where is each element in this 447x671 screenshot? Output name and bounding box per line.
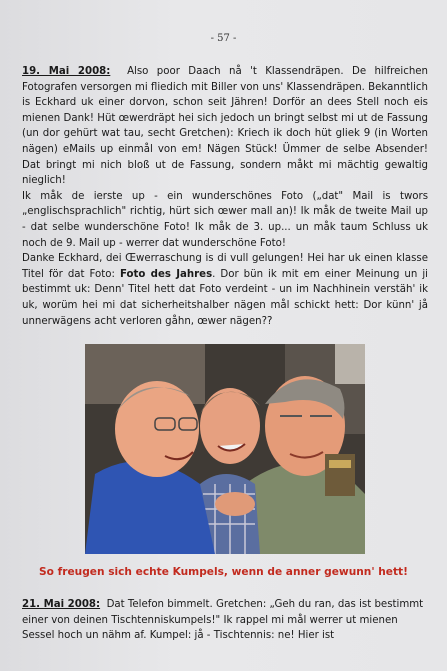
photo-caption: So freugen sich echte Kumpels, wenn de anner gewunn' hett! (39, 566, 408, 578)
entry-paragraph (22, 251, 428, 329)
entry-text: . Dor bün ik mit em einer Meinung un ji bestimmt uk: Denn' Titel hett dat Foto verdeint - un im Nachhinein verstäh' ik uk, worüm hei mi dat sicherheitshalber nägen mål schickt hett: Dor künn' jå unnerwägens acht verloren gåhn, œwer nägen?? (22, 268, 429, 327)
page-number: - 57 - (210, 33, 237, 44)
entry-paragraph (22, 597, 428, 644)
entry-paragraph (22, 64, 428, 189)
entry-date: 19. Mai 2008: (22, 66, 111, 77)
entry-paragraph: Ik måk de ierste up - ein wunderschönes Foto („dat" Mail is twors „englischsprachlich" richtig, hürt sich œwer mall an)! Ik måk de tweite Mail up - dat selbe wunderschöne Foto! Ik måk de 3. up... un måk taum Schluss uk noch de 9. Mail up - werrer dat wunderschöne Foto! (22, 190, 428, 249)
entry-date: 21. Mai 2008: (22, 599, 101, 610)
diary-entry-may-19 (22, 64, 428, 329)
photo-title: Foto des Jahres (119, 268, 213, 280)
photo-three-men-hugging (85, 344, 365, 554)
entry-text: Also poor Daach nå 't Klassendräpen. De hilfreichen Fotografen versorgen mi fliedich mit Biller von uns' Klassendräpen. Bekanntlich is Eckhard uk einer dorvon, schon seit Jähren! Dorför an dees Stell noch eis mienen Dank! Hüt œwerdräpt hei sich jedoch un bringt selbst mi ut de Fassung (un dor gehürt wat tau, secht Gretchen): Kriech ik doch hüt gliek 9 (in Worten nägen) eMails up einmål von em! Nägen Stück! Ümmer de selbe Absender! Dat bringt mi nich bloß ut de Fassung, sondern måkt mi mächtig gewaltig nieglich! (22, 66, 429, 187)
diary-entry-may-21 (22, 597, 428, 644)
entry-text: Danke Eckhard, dei Œwerraschung is di vull gelungen! Hei har uk einen klasse Titel för dat Foto: (22, 253, 428, 280)
entry-text: Dat Telefon bimmelt. Gretchen: „Geh du ran, das ist bestimmt einer von deinen Tischtenniskumpels!" Ik rappel mi mål werrer ut mienen Sessel hoch un nähm af. Kumpel: jå - Tischtennis: ne! Hier ist (22, 599, 424, 642)
